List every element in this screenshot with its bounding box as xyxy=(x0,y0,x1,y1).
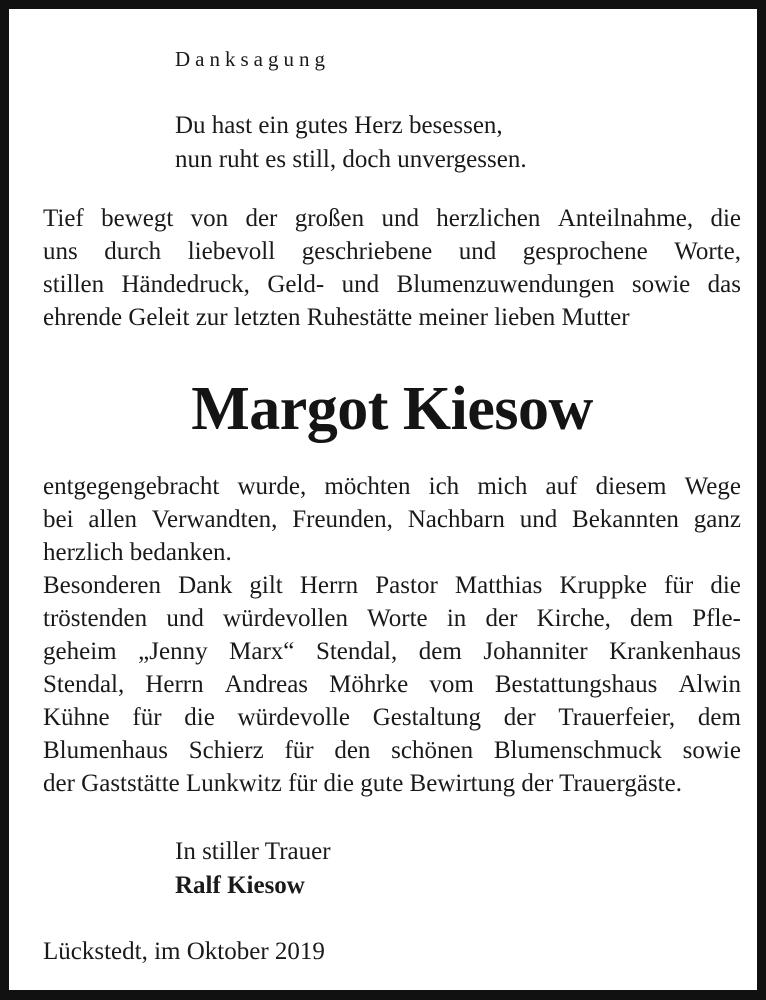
word: das xyxy=(707,271,741,298)
word: Bestattungshaus xyxy=(494,671,658,698)
word: geheim xyxy=(43,638,117,665)
word: Wege xyxy=(684,473,741,500)
special-thanks-line xyxy=(43,635,741,668)
word: dem xyxy=(630,605,674,632)
special-thanks-line xyxy=(43,701,741,734)
word: allen xyxy=(88,506,137,533)
thanks-line xyxy=(43,503,741,536)
word: würdevollen xyxy=(223,605,348,632)
word: Kruppke xyxy=(559,572,647,599)
closing-phrase: In stiller Trauer xyxy=(175,838,331,865)
word: ganz xyxy=(693,506,741,533)
word: und xyxy=(381,205,419,232)
word: Besonderen xyxy=(43,572,162,599)
word: Anteilnahme, xyxy=(557,205,694,232)
word: bewegt xyxy=(101,205,174,232)
word: Kühne xyxy=(43,704,110,731)
word: die xyxy=(184,704,215,731)
word: geschriebene xyxy=(301,238,433,265)
word: diesem xyxy=(595,473,667,500)
word: der xyxy=(245,205,278,232)
word: Händedruck, xyxy=(121,271,250,298)
word: Kirche, xyxy=(536,605,611,632)
word: mich xyxy=(477,473,528,500)
word: gilt xyxy=(249,572,283,599)
word: liebevoll xyxy=(187,238,276,265)
word: „Jenny xyxy=(138,638,208,665)
word: entgegengebracht xyxy=(43,473,220,500)
special-thanks-line: der Gaststätte Lunkwitz für die gute Bewirtung der Trauergäste. xyxy=(43,770,682,797)
word: Johanniter xyxy=(483,638,588,665)
word: Blumenzuwendungen xyxy=(396,271,615,298)
word: Herrn xyxy=(145,671,204,698)
word: möchten xyxy=(324,473,411,500)
word: gesprochene xyxy=(522,238,648,265)
word: Krankenhaus xyxy=(609,638,741,665)
word: Marx“ xyxy=(229,638,295,665)
word: Alwin xyxy=(678,671,741,698)
intro-line xyxy=(43,268,741,301)
word: die xyxy=(710,572,741,599)
word: den xyxy=(334,737,371,764)
place-date: Lückstedt, im Oktober 2019 xyxy=(43,938,325,965)
word: großen xyxy=(294,205,365,232)
word: Blumenschmuck xyxy=(493,737,662,764)
heading: Danksagung xyxy=(175,47,330,71)
word: Worte, xyxy=(674,238,741,265)
word: dem xyxy=(418,638,462,665)
word: Dank xyxy=(178,572,233,599)
word: Geld- xyxy=(267,271,325,298)
word: in xyxy=(446,605,467,632)
word: herzlichen xyxy=(436,205,541,232)
word: Herrn xyxy=(299,572,359,599)
word: und xyxy=(519,506,558,533)
word: sowie xyxy=(682,737,741,764)
word: Bekannten xyxy=(572,506,679,533)
verse-line-1: Du hast ein gutes Herz besessen, xyxy=(175,112,503,139)
thanks-line: herzlich bedanken. xyxy=(43,539,232,566)
word: Schierz xyxy=(188,737,264,764)
thanks-paragraph xyxy=(43,470,741,569)
word: wurde, xyxy=(237,473,307,500)
special-thanks-line xyxy=(43,668,741,701)
word: bei xyxy=(43,506,74,533)
word: tröstenden xyxy=(43,605,148,632)
word: und xyxy=(458,238,497,265)
word: Worte xyxy=(367,605,428,632)
word: sowie xyxy=(631,271,691,298)
word: Blumenhaus xyxy=(43,737,168,764)
special-thanks-paragraph xyxy=(43,569,741,800)
word: würdevolle xyxy=(237,704,350,731)
word: Verwandten, xyxy=(151,506,278,533)
word: ich xyxy=(428,473,460,500)
word: Tief xyxy=(43,205,84,232)
special-thanks-line xyxy=(43,734,741,767)
word: Möhrke xyxy=(329,671,409,698)
word: stillen xyxy=(43,271,105,298)
word: Gestaltung xyxy=(372,704,482,731)
word: der xyxy=(485,605,518,632)
word: für xyxy=(132,704,162,731)
word: der xyxy=(503,704,536,731)
deceased-name: Margot Kiesow xyxy=(191,375,593,443)
intro-line xyxy=(43,235,741,268)
word: Trauerfeier, xyxy=(558,704,676,731)
word: und xyxy=(166,605,204,632)
thanks-line xyxy=(43,470,741,503)
intro-line: ehrende Geleit zur letzten Ruhestätte meiner lieben Mutter xyxy=(43,304,630,331)
word: Pastor xyxy=(375,572,438,599)
word: Stendal, xyxy=(315,638,398,665)
word: schönen xyxy=(391,737,474,764)
word: durch xyxy=(104,238,162,265)
word: auf xyxy=(545,473,578,500)
special-thanks-line xyxy=(43,602,741,635)
word: Andreas xyxy=(224,671,309,698)
special-thanks-line xyxy=(43,569,741,602)
word: Nachbarn xyxy=(407,506,505,533)
word: Pfle- xyxy=(692,605,741,632)
word: die xyxy=(710,205,741,232)
word: vom xyxy=(429,671,474,698)
word: uns xyxy=(43,238,78,265)
word: von xyxy=(190,205,229,232)
word: für xyxy=(664,572,694,599)
word: für xyxy=(284,737,314,764)
word: Matthias xyxy=(454,572,543,599)
word: Freunden, xyxy=(292,506,393,533)
word: Stendal, xyxy=(43,671,125,698)
verse-line-2: nun ruht es still, doch unvergessen. xyxy=(175,146,527,173)
word: dem xyxy=(697,704,741,731)
word: und xyxy=(341,271,380,298)
intro-line xyxy=(43,202,741,235)
intro-paragraph xyxy=(43,202,741,334)
signatory-name: Ralf Kiesow xyxy=(175,872,305,899)
